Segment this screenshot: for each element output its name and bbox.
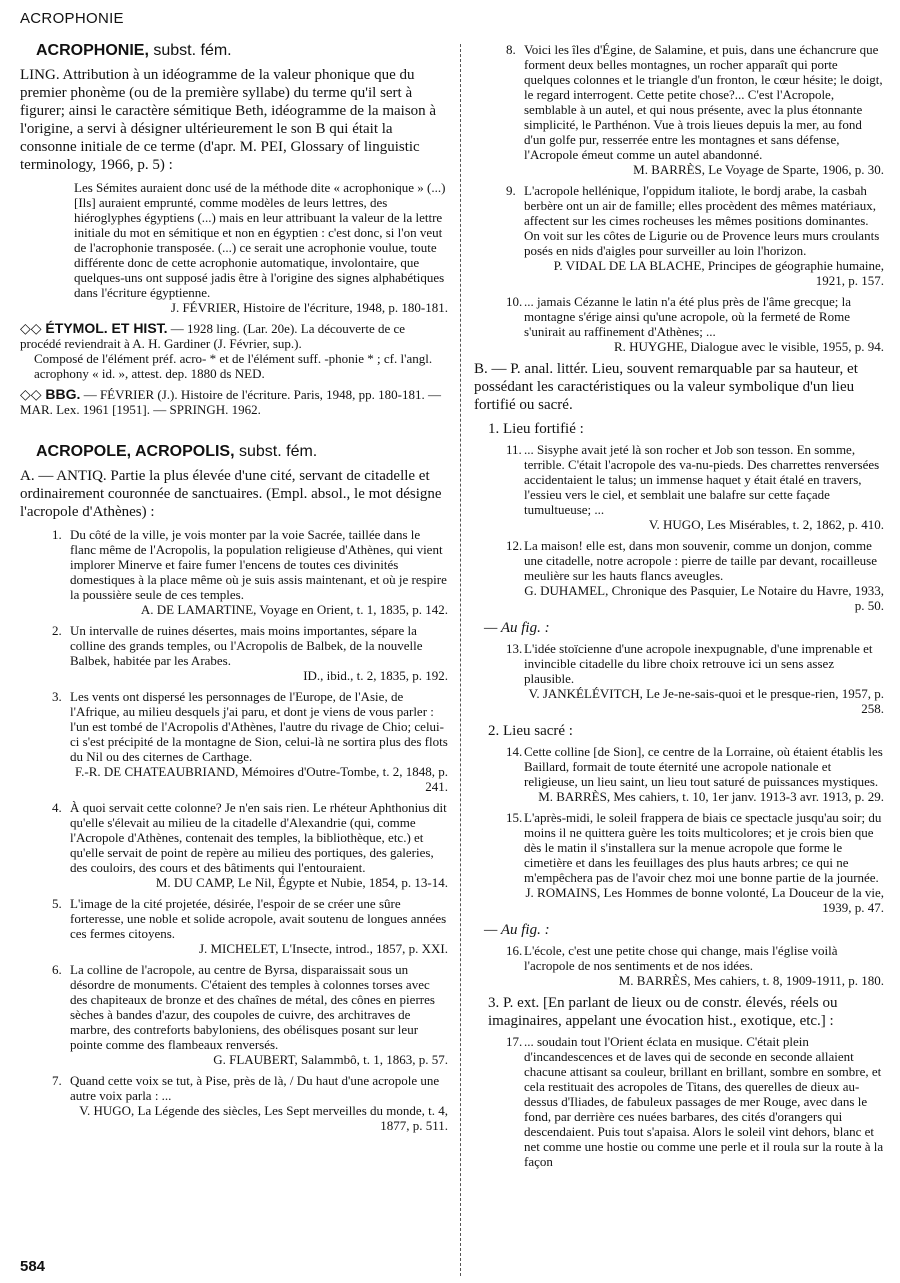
example-source: P. VIDAL DE LA BLACHE, Principes de géographie humaine, 1921, p. 157. [553, 258, 884, 288]
example-number: 15. [506, 810, 523, 825]
section-b-definition: B. — P. anal. littér. Lieu, souvent remarquable par sa hauteur, et possédant les caractéristiques ou la valeur symbolique d'un lieu fortifié ou sacré. [474, 361, 858, 413]
examples-fig2 [474, 943, 884, 988]
example-number: 12. [506, 538, 523, 553]
example-source: M. BARRÈS, Mes cahiers, t. 10, 1er janv. 1913-3 avr. 1913, p. 29. [538, 789, 884, 804]
examples-right-a [474, 42, 884, 354]
example-text: L'école, c'est une petite chose qui change, mais l'église voilà l'acropole de nos sentiments et de nos idées. [524, 943, 838, 973]
bibliography [20, 387, 448, 417]
example-source: V. HUGO, Les Misérables, t. 2, 1862, p. 410. [648, 517, 884, 532]
example-source: G. FLAUBERT, Salammbô, t. 1, 1863, p. 57. [213, 1052, 448, 1067]
example [52, 962, 448, 1067]
example [506, 943, 884, 988]
right-column [474, 42, 884, 1175]
example [52, 800, 448, 890]
section-a-definition: A. — ANTIQ. Partie la plus élevée d'une cité, servant de citadelle et ordinairement couronnée de sanctuaires. (Empl. absol., le mot désigne l'acropole d'Athènes) : [20, 468, 442, 520]
example-number: 13. [506, 641, 523, 656]
example [506, 641, 884, 716]
example-text: Les vents ont dispersé les personnages de l'Europe, de l'Asie, de l'Afrique, au milieu desquels j'ai paru, et dont je viens de vous parler : l'un est tombé de l'Acropolis d'Athènes, l'autre du rivage de Chio; celui-ci s'est précipité de la montagne de Sion, celui-là ne sortira plus des flots du Nil ou des citernes de Carthage. [70, 689, 448, 764]
part-of-speech: subst. fém. [238, 443, 318, 460]
example-text: Cette colline [de Sion], ce centre de la Lorraine, où étaient établis les Baillard, formait de toute éternité une acropole nationale et religieuse, un lieu saint, un lieu tout saturé de puissances mystiques. [524, 744, 883, 789]
examples-fig1 [474, 641, 884, 716]
example-number: 9. [506, 183, 516, 198]
example [506, 442, 884, 532]
example [506, 538, 884, 613]
subsection-3: 3. P. ext. [En parlant de lieux ou de constr. élevés, réels ou imaginaires, appelant une évocation hist., exotique, etc.] : [488, 995, 838, 1029]
example [52, 623, 448, 683]
examples-b3 [474, 1034, 884, 1169]
example-text: La maison! elle est, dans mon souvenir, comme un donjon, comme une citadelle, notre acropole : pierre de taille par devant, rocailleuse meulière sur les hauts flancs aveugles. [524, 538, 877, 583]
example-text: Un intervalle de ruines désertes, mais moins importantes, sépare la colline des grands temples, ou l'Acropolis de Balbek, de la nouvelle Balbek, habitée par les Arabes. [70, 623, 423, 668]
au-fig-label: — Au fig. : [484, 922, 550, 938]
etymology-label: ◇◇ ÉTYMOL. ET HIST. [20, 320, 168, 336]
example-text: L'après-midi, le soleil frappera de biais ce spectacle jusqu'au soir; du moins il ne quittera guère les toits multicolores; et je crois bien que dès le matin il s'installera sur la menue acropole que forme le cimetière et dans les feuillages des plus hauts arbres; ce qui ne m'empêchera pas de l'avoir chez moi une bonne partie de la journée. [524, 810, 882, 885]
example [52, 527, 448, 617]
headword: ACROPHONIE, [36, 42, 149, 59]
example-number: 7. [52, 1073, 62, 1088]
example [52, 689, 448, 794]
example-number: 8. [506, 42, 516, 57]
example-number: 17. [506, 1034, 523, 1049]
quotation-text: Les Sémites auraient donc usé de la méthode dite « acrophonique » (...) [Ils] auraient emprunté, comme modèles de leurs lettres, des hiéroglyphes égyptiens (...) mais en leur attribuant la valeur de la lettre initiale du mot en sémitique et non en égyptien : c'est donc, si l'on veut de l'acrophonie transposée. (...) ce serait une acrophonie voulue, toute différente donc de cette acrophonie automatique, involontaire, que quelques-uns ont supposé jadis être à l'origine des signes alphabétiques dans l'écriture égyptienne. [74, 180, 446, 300]
example-text: L'acropole hellénique, l'oppidum italiote, le bordj arabe, la casbah berbère ont un air de famille; elles procèdent des mêmes matériaux, affectent sur les cimes rocheuses les mêmes positions dominantes. On voit sur les côtes de Ligurie ou de Provence leurs murs croulants posés en nids d'aigles pour surveiller au loin l'horizon. [524, 183, 880, 258]
entry-title-acrophonie [36, 42, 448, 60]
example [506, 294, 884, 354]
au-fig-label: — Au fig. : [484, 620, 550, 636]
definition: LING. Attribution à un idéogramme de la valeur phonique que du premier phonème (ou de la première syllabe) du terme qu'il sert à figurer; ainsi le caractère sémitique Beth, idéogramme de la maison à l'origine, a servi à désigner ultérieurement le son B qui était la consonne initiale de ce terme (d'apr. M. PEI, Glossary of linguistic terminology, 1966, p. 5) : [20, 67, 437, 173]
etymology-text: — 1928 ling. (Lar. 20e). La découverte de ce procédé reviendrait à A. H. Gardiner (J. Février, sup.). [20, 321, 406, 351]
example-number: 2. [52, 623, 62, 638]
entry-title-acropole [36, 443, 448, 461]
example-text: L'image de la cité projetée, désirée, l'espoir de se créer une sûre forteresse, une noble et solide acropole, avait soutenu de longues années ces fermes citoyens. [70, 896, 447, 941]
example [506, 183, 884, 288]
example-source: G. DUHAMEL, Chronique des Pasquier, Le Notaire du Havre, 1933, p. 50. [524, 583, 884, 613]
part-of-speech: subst. fém. [153, 42, 232, 59]
example-text: La colline de l'acropole, au centre de Byrsa, disparaissait sous un désordre de monuments. C'étaient des temples à colonnes torses avec des chapiteaux de bronze et des chaînes de métal, des cônes en pierres sèches à bandes d'azur, des coupoles de cuivre, des architraves de marbre, des contreforts babyloniens, des obélisques posant sur leur pointe comme des flambeaux renversés. [70, 962, 435, 1052]
example [52, 896, 448, 956]
subsection-1: 1. Lieu fortifié : [488, 421, 584, 437]
example-number: 6. [52, 962, 62, 977]
example-source: M. DU CAMP, Le Nil, Égypte et Nubie, 1854, p. 13-14. [155, 875, 448, 890]
subsection-2: 2. Lieu sacré : [488, 723, 573, 739]
example-text: Du côté de la ville, je vois monter par la voie Sacrée, taillée dans le flanc même de l'Acropolis, la population religieuse d'Athènes, qui vient implorer Minerve et faire fumer l'encens de toutes ces divinités domestiques à la place même où je suis assis maintenant, et où je respire la poussière seule de ces temples. [70, 527, 447, 602]
example-source: A. DE LAMARTINE, Voyage en Orient, t. 1, 1835, p. 142. [140, 602, 448, 617]
example-text: Quand cette voix se tut, à Pise, près de là, / Du haut d'une acropole une autre voix parla : ... [70, 1073, 440, 1103]
example-number: 3. [52, 689, 62, 704]
bibliography-label: ◇◇ BBG. [20, 386, 81, 402]
example-text: L'idée stoïcienne d'une acropole inexpugnable, d'une imprenable et invincible citadelle du libre choix retrouve ici un sens assez plausible. [524, 641, 873, 686]
quotation-source: J. FÉVRIER, Histoire de l'écriture, 1948, p. 180-181. [170, 300, 448, 315]
bibliography-text: — FÉVRIER (J.). Histoire de l'écriture. Paris, 1948, pp. 180-181. — MAR. Lex. 1961 [1951]. — SPRINGH. 1962. [20, 387, 441, 417]
example [506, 810, 884, 915]
example [506, 1034, 884, 1169]
headword: ACROPOLE, ACROPOLIS, [36, 443, 235, 460]
etymology [20, 321, 448, 381]
examples-b1 [474, 442, 884, 613]
example-source: J. MICHELET, L'Insecte, introd., 1857, p. XXI. [198, 941, 448, 956]
examples-left [20, 527, 448, 1133]
example-number: 16. [506, 943, 523, 958]
example [506, 744, 884, 804]
example-source: V. JANKÉLÉVITCH, Le Je-ne-sais-quoi et le presque-rien, 1957, p. 258. [528, 686, 884, 716]
example-number: 11. [506, 442, 522, 457]
example-source: M. BARRÈS, Le Voyage de Sparte, 1906, p. 30. [633, 162, 884, 177]
example-source: V. HUGO, La Légende des siècles, Les Sept merveilles du monde, t. 4, 1877, p. 511. [79, 1103, 448, 1133]
example-text: Voici les îles d'Égine, de Salamine, et puis, dans une échancrure que forment deux belles montagnes, un rocher apparaît qui porte quelques colonnes et le triangle d'un fronton, le cœur hésite; le doigt, le regard interrogent. Cette petite chose?... C'est l'Acropole, semblable à un autel, et qui nous présente, avec la plus étonnante simplicité, le Parthénon. Vue à trois lieues depuis la mer, au fond d'un golfe pur, resserrée entre les montagnes et sans défense, l'Acropole émeut comme un autel abandonné. [524, 42, 883, 162]
example-number: 14. [506, 744, 523, 759]
page-number: 584 [20, 1258, 46, 1275]
example-source: J. ROMAINS, Les Hommes de bonne volonté, La Douceur de la vie, 1939, p. 47. [525, 885, 884, 915]
example-source: ID., ibid., t. 2, 1835, p. 192. [303, 668, 448, 683]
quotation [74, 180, 448, 315]
example-number: 4. [52, 800, 62, 815]
column-divider [460, 44, 461, 1276]
example-text: ... Sisyphe avait jeté là son rocher et Job son tesson. En somme, terrible. C'était l'acropole des va-nu-pieds. Des charrettes renversées accidentaient le talus; un immense haquet y était étalé en travers, l'essieu vers le ciel, et semblait une balafre sur cette façade tumultueuse; ... [524, 442, 880, 517]
example-source: M. BARRÈS, Mes cahiers, t. 8, 1909-1911, p. 180. [618, 973, 884, 988]
etymology-composition: Composé de l'élément préf. acro- * et de l'élément suff. -phonie * ; cf. l'angl. acrophony « id. », attest. dep. 1880 ds NED. [34, 351, 433, 381]
running-head: ACROPHONIE [20, 10, 124, 27]
example-source: F.-R. DE CHATEAUBRIAND, Mémoires d'Outre-Tombe, t. 2, 1848, p. 241. [74, 764, 448, 794]
example-text: ... jamais Cézanne le latin n'a été plus près de l'âme grecque; la montagne s'érige ainsi qu'une acropole, où la fermeté de Rome s'unirait au raffinement d'Athènes; ... [524, 294, 852, 339]
example-number: 1. [52, 527, 62, 542]
left-column [20, 42, 448, 1139]
example-text: ... soudain tout l'Orient éclata en musique. C'était plein d'incandescences et de laves qui de seconde en seconde allaient chacune attisant sa couleur, brillant en brillant, sombre en sombre, et cela restituait des acropoles de Titans, des querelles de dieux au-dessus d'Iliades, de fabuleux passages de mer Rouge, avec dans le fond, par derrière ces nuées barbares, des cités d'orangers qui descendaient. Puis tout s'apaisa. Alors le soleil vint dehors, blanc et net comme une hostie ou comme une perle et il roula sur la route à la façon [524, 1034, 884, 1169]
examples-b2 [474, 744, 884, 915]
example-number: 10. [506, 294, 523, 309]
example [506, 42, 884, 177]
example-text: À quoi servait cette colonne? Je n'en sais rien. Le rhéteur Aphthonius dit qu'elle s'élevait au milieu de la citadelle d'Alexandrie (qui, comme l'Acropole d'Athènes, contenait des temples, la bibliothèque, etc.) et qu'elle servait de point de repère au milieu des portiques, des galeries, des couloirs, des cours et des bâtiments qui l'entouraient. [70, 800, 447, 875]
example-source: R. HUYGHE, Dialogue avec le visible, 1955, p. 94. [613, 339, 884, 354]
example [52, 1073, 448, 1133]
example-number: 5. [52, 896, 62, 911]
